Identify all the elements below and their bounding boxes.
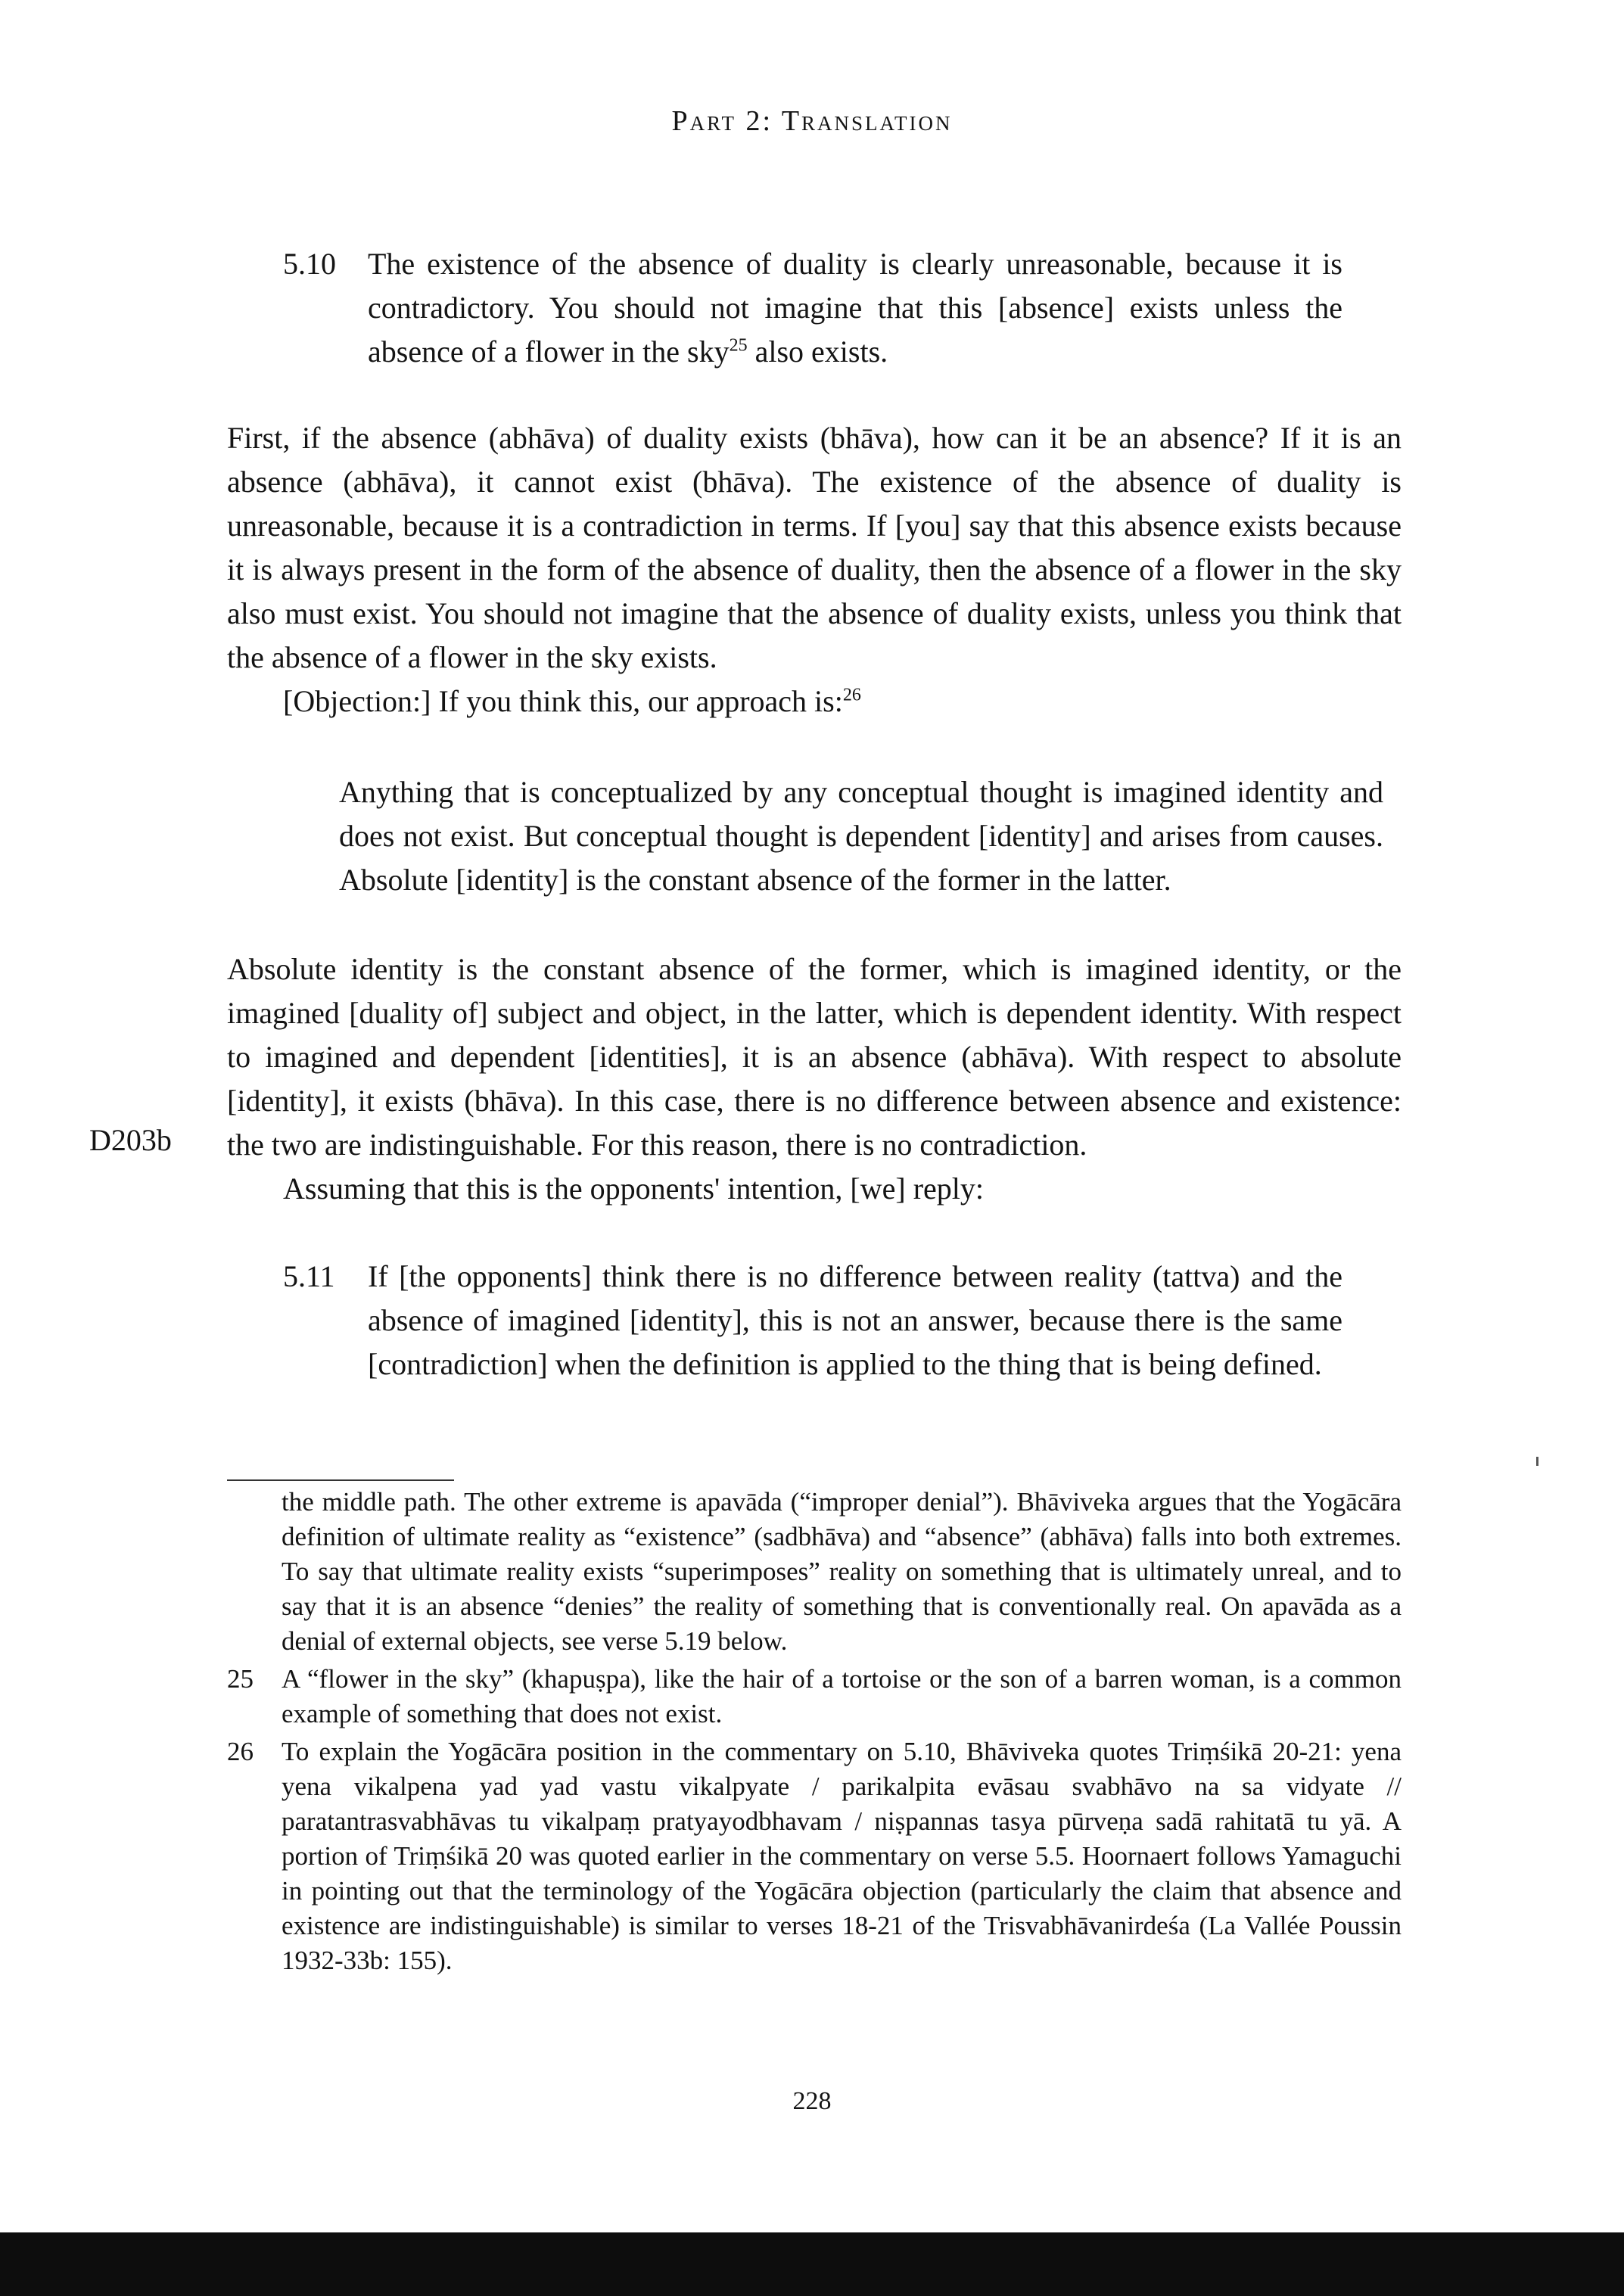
running-header: Part 2: Translation [671,105,953,137]
page-number: 228 [792,2087,832,2115]
objection-line: [Objection:] If you think this, our approach is:$^{26}$ [283,684,861,718]
commentary-paragraph: Absolute identity is the constant absence of the former, which is imagined identity, or the imagined [duality of] subject and object, in the latter, which is dependent identity. With respect to imagined and dependent [identities], it is an absence (abhāva). With respect to absolute [identity], it exists (bhāva). In this case, there is no difference between absence and existence: the two are indistinguishable. For this reason, there is no contradiction. [227,952,1402,1162]
commentary-block-2 [227,947,1402,1211]
footnote-continued: the middle path. The other extreme is apavāda (“improper denial”). Bhāviveka argues that the Yogācāra definition of ultimate reality as “existence” (sadbhāva) and “absence” (abhāva) falls into both extremes. To say that ultimate reality exists “superimposes” reality on something that is ultimately unreal, and to say that it is an absence “denies” the reality of something that is conventionally real. On apavāda as a denial of external objects, see verse 5.19 below. [282,1487,1402,1656]
footnote-25: 25 A “flower in the sky” (khapuṣpa), like the hair of a tortoise or the son of a barren woman, is a common example of something that does not exist. [227,1664,1402,1728]
commentary-paragraph: First, if the absence (abhāva) of duality exists (bhāva), how can it be an absence? If it is an absence (abhāva), it cannot exist (bhāva). The existence of the absence of duality is unreasonable, because it is a contradiction in terms. If [you] say that this absence exists because it is always present in the form of the absence of duality, then the absence of a flower in the sky also must exist. You should not imagine that the absence of duality exists, unless you think that the absence of a flower in the sky exists. [227,421,1402,674]
reply-line: Assuming that this is the opponents' intention, [we] reply: [283,1171,984,1206]
footnote-ref-26[interactable]: 26 [842,685,861,705]
verse-5-10 [283,242,1342,374]
verse-number: 5.10 [283,247,336,281]
verse-text: If [the opponents] think there is no difference between reality (tattva) and the absence of imagined [identity], this is not an answer, because there is the same [contradiction] when the definition is applied to the thing that is being defined. [368,1259,1342,1381]
verse-text: The existence of the absence of duality is clearly unreasonable, because it is contradictory. You should not imagine that this [absence] exists unless the absence of a flower in the sky$^{25}$ also exists. [368,247,1342,369]
verse-number: 5.11 [283,1259,335,1293]
scan-speck [1536,1457,1538,1466]
footnote-ref-25[interactable]: 25 [729,335,748,356]
commentary-block-1 [227,416,1402,723]
margin-reference: D203b [89,1123,172,1157]
footnote-divider [227,1479,454,1481]
footnotes [227,1485,1402,1981]
footnote-26: 26 To explain the Yogācāra position in the commentary on 5.10, Bhāviveka quotes Triṃśikā 20-21: yena yena vikalpena yad yad vastu vikalpyate / parikalpita evāsau svabhāvo na sa vidyate // paratantrasvabhāvas tu vikalpaṃ pratyayodbhavam / niṣpannas tasya pūrveṇa sadā rahitatā tu yā. A portion of Triṃśikā 20 was quoted earlier in the commentary on verse 5.5. Hoornaert follows Yamaguchi in pointing out that the terminology of the Yogācāra objection (particularly the claim that absence and existence are indistinguishable) is similar to verses 18-21 of the Trisvabhāvanirdeśa (La Vallée Poussin 1932-33b: 155). [227,1737,1402,1975]
scan-edge-bar [0,2232,1624,2296]
verse-5-11 [283,1255,1342,1386]
block-quote: Anything that is conceptualized by any conceptual thought is imagined identity and does not exist. But conceptual thought is dependent [identity] and arises from causes. Absolute [identity] is the constant absence of the former in the latter. [339,775,1383,897]
